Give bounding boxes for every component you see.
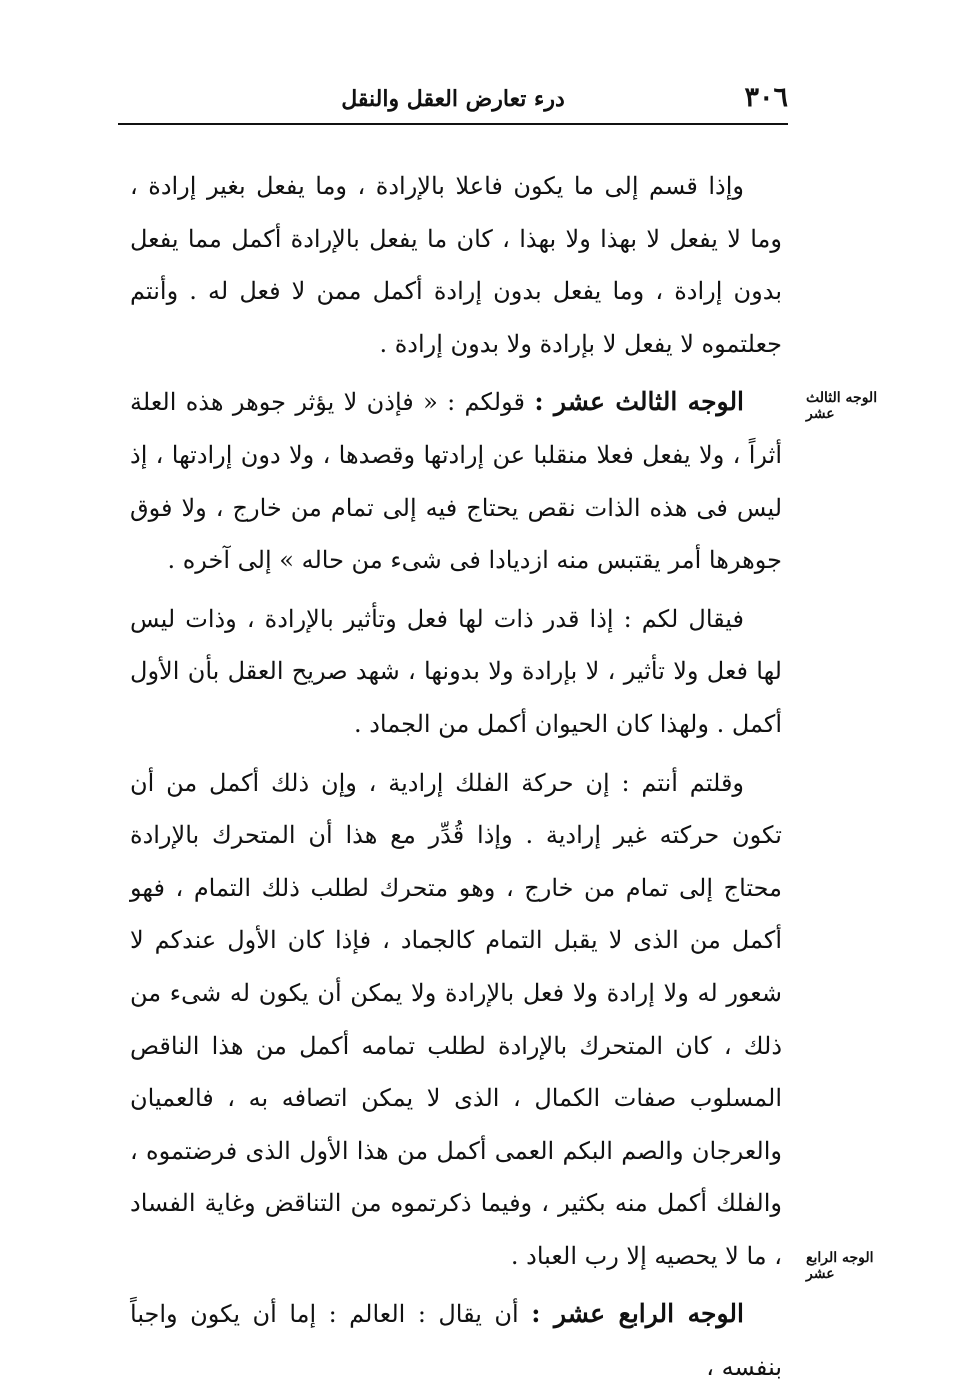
paragraph: [130, 757, 782, 1283]
paragraph: [130, 160, 782, 370]
margin-note: الوجه الثالث عشر: [806, 390, 878, 422]
paragraph: [130, 593, 782, 751]
running-title: درء تعارض العقل والنقل: [341, 86, 565, 112]
paragraph-text: أن يقال : العالم : إما أن يكون واجباً بنفسه ،: [130, 1300, 782, 1382]
section-heading: الوجه الثالث عشر :: [534, 387, 745, 417]
paragraph-text: فيقال لكم : إذا قدر ذات لها فعل وتأثير بالإرادة ، وذات ليس لها فعل ولا تأثير ، لا بإرادة ولا بدونها ، شهد صريح العقل بأن الأول أكمل . ولهذا كان الحيوان أكمل من الجماد .: [130, 604, 782, 738]
margin-note: الوجه الرابع عشر: [806, 1250, 874, 1282]
paragraph-text: وإذا قسم إلى ما يكون فاعلا بالإرادة ، وما يفعل بغير إرادة ، وما لا يفعل لا بهذا ولا بهذا ، كان ما يفعل بالإرادة أكمل مما يفعل بدون إرادة ، وما يفعل بدون إرادة أكمل ممن لا فعل له . وأنتم جعلتموه لا يفعل لا بإرادة ولا بدون إرادة .: [130, 172, 782, 358]
header-rule: [118, 123, 788, 125]
body-text: [130, 160, 782, 1400]
page-header: [118, 80, 788, 120]
page-number: ٣٠٦: [744, 82, 788, 113]
paragraph-text: وقلتم أنتم : إن حركة الفلك إرادية ، وإن ذلك أكمل من أن تكون حركته غير إرادية . وإذا قُدِّر مع هذا أن المتحرك بالإرادة محتاج إلى تمام من خارج ، وهو متحرك لطلب ذلك التمام ، فهو أكمل من الذى لا يقبل التمام كالجماد ، فإذا كان الأول عندكم لا شعور له ولا إرادة ولا فعل بالإرادة ولا يمكن أن يكون له شىء من ذلك ، كان المتحرك بالإرادة لطلب تمامه أكمل من هذا الناقص المسلوب صفات الكمال ، الذى لا يمكن اتصافه به ، فالعميان والعرجان والصم البكم العمى أكمل من هذا الأول الذى فرضتموه ، والفلك أكمل منه بكثير ، وفيما ذكرتموه من التناقض وغاية الفساد ، ما لا يحصيه إلا رب العباد .: [130, 768, 782, 1270]
section-heading: الوجه الرابع عشر :: [531, 1299, 744, 1329]
paragraph-text: قولكم : « فإذن لا يؤثر جوهر هذه العلة أثراً ، ولا يفعل فعلا منقلبا عن إرادتها وقصدها ، ولا دون إرادتها ، إذ ليس فى هذه الذات نقص يحتاج فيه إلى تمام من خارج ، ولا فوق جوهرها أمر يقتبس منه ازديادا فى شىء من حاله » إلى آخره .: [130, 388, 782, 575]
paragraph: [130, 1288, 782, 1393]
paragraph: [130, 376, 782, 586]
